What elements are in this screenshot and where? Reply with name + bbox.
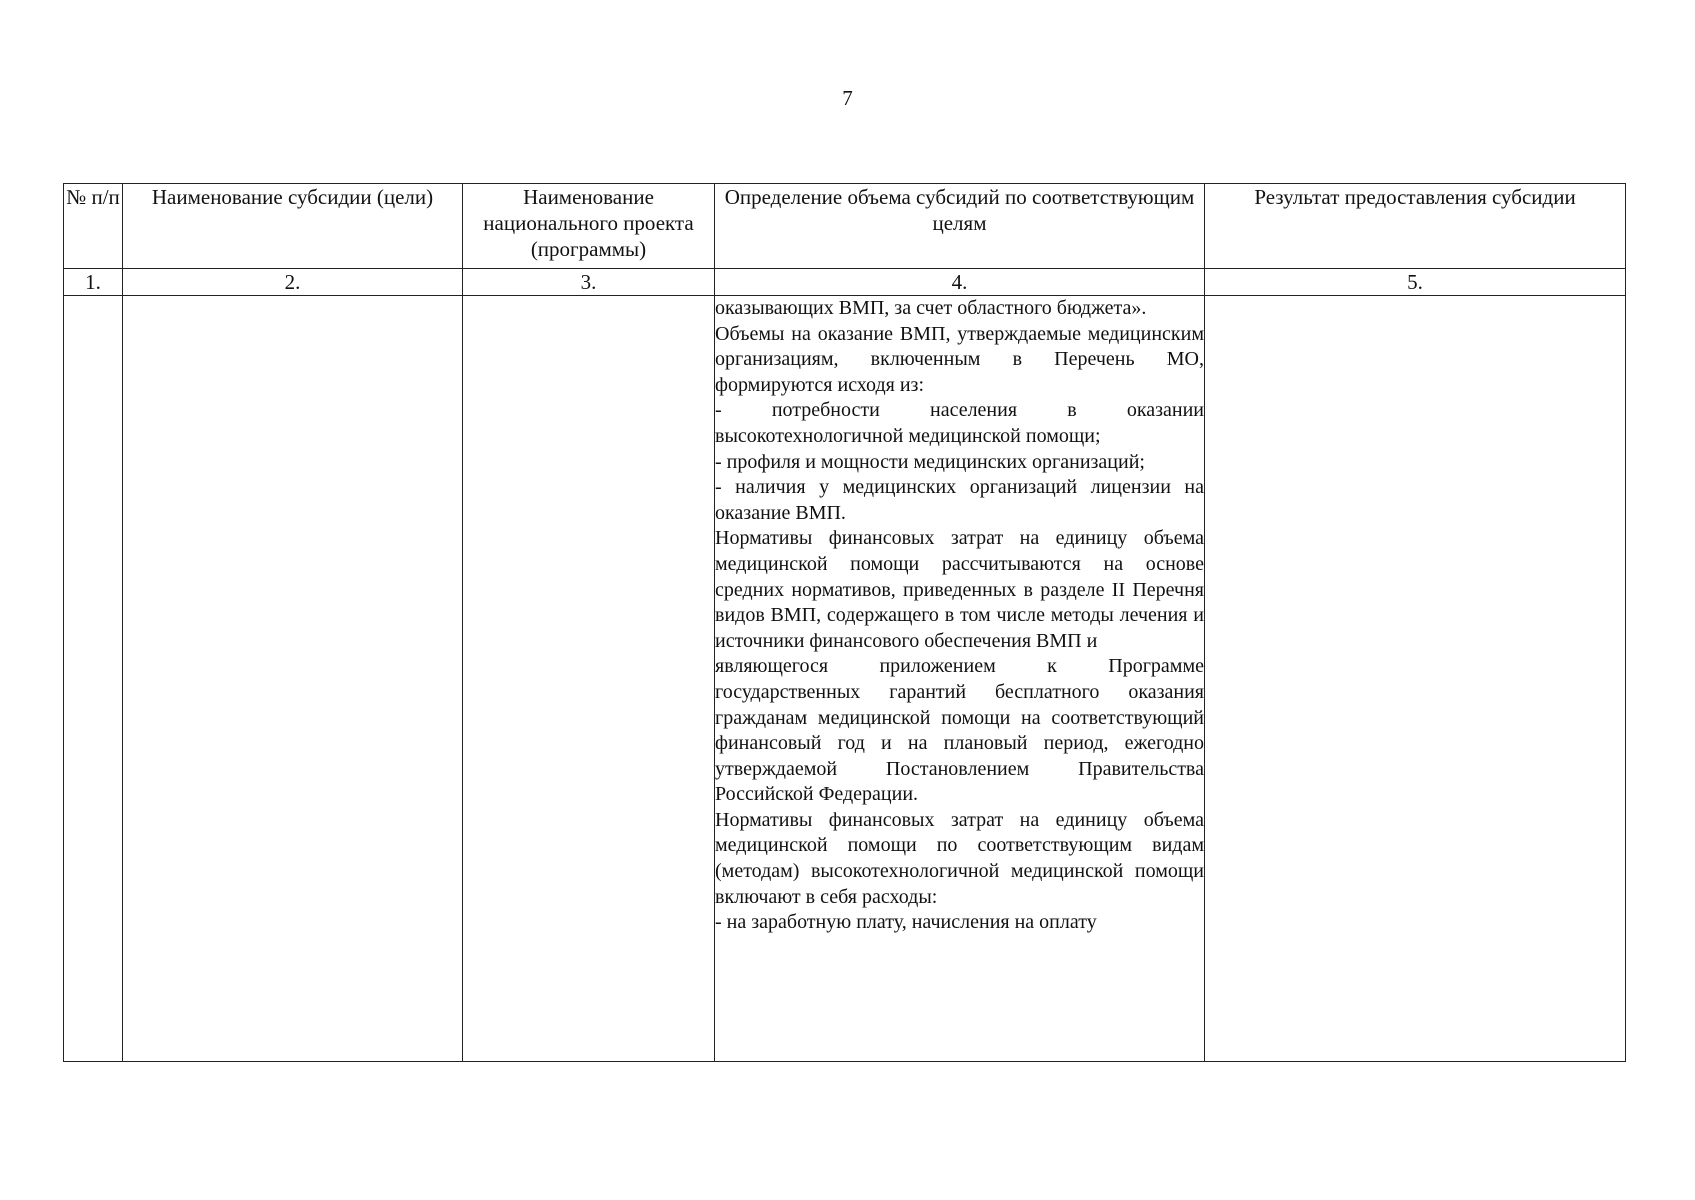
cell-subsidy-name-empty	[123, 296, 463, 1062]
column-number-5: 5.	[1205, 269, 1626, 296]
header-number: № п/п	[64, 184, 123, 269]
subsidy-table	[63, 183, 1626, 1062]
volume-paragraph: - потребности населения в оказании высокотехнологичной медицинской помощи;	[715, 399, 1204, 447]
column-number-row	[64, 269, 1626, 296]
column-number-4: 4.	[715, 269, 1205, 296]
column-number-2: 2.	[123, 269, 463, 296]
page-number: 7	[842, 86, 853, 110]
volume-paragraph: Нормативы финансовых затрат на единицу объема медицинской помощи по соответствующим видам (методам) высокотехнологичной медицинской помощи включают в себя расходы:	[715, 808, 1204, 908]
header-subsidy-result: Результат предоставления субсидии	[1205, 184, 1626, 269]
volume-paragraph: - наличия у медицинских организаций лицензии на оказание ВМП.	[715, 476, 1204, 524]
volume-paragraph: Нормативы финансовых затрат на единицу объема медицинской помощи рассчитываются на основе средних нормативов, приведенных в разделе II Перечня видов ВМП, содержащего в том числе методы лечения и источники финансового обеспечения ВМП и	[715, 527, 1204, 652]
column-number-1: 1.	[64, 269, 123, 296]
header-national-project: Наименование национального проекта (программы)	[463, 184, 715, 269]
cell-national-project-empty	[463, 296, 715, 1062]
volume-paragraph: Объемы на оказание ВМП, утверждаемые медицинским организациям, включенным в Перечень МО, формируются исходя из:	[715, 322, 1204, 396]
volume-paragraph: оказывающих ВМП, за счет областного бюджета».	[715, 297, 1147, 319]
volume-paragraph: являющегося приложением к Программе государственных гарантий бесплатного оказания гражданам медицинской помощи на соответствующий финансовый год и на плановый период, ежегодно утверждаемой Постановлением Правительства Российской Федерации.	[715, 655, 1204, 806]
volume-paragraph: - профиля и мощности медицинских организаций;	[715, 450, 1145, 473]
volume-paragraph: - на заработную плату, начисления на оплату	[715, 911, 1097, 934]
header-row	[64, 184, 1626, 269]
header-subsidy-name: Наименование субсидии (цели)	[123, 184, 463, 269]
header-subsidy-volume: Определение объема субсидий по соответствующим целям	[715, 184, 1205, 269]
cell-number-empty	[64, 296, 123, 1062]
column-number-3: 3.	[463, 269, 715, 296]
cell-subsidy-result-empty	[1205, 296, 1626, 1062]
content-row	[64, 296, 1626, 1062]
cell-subsidy-volume	[715, 296, 1205, 1062]
